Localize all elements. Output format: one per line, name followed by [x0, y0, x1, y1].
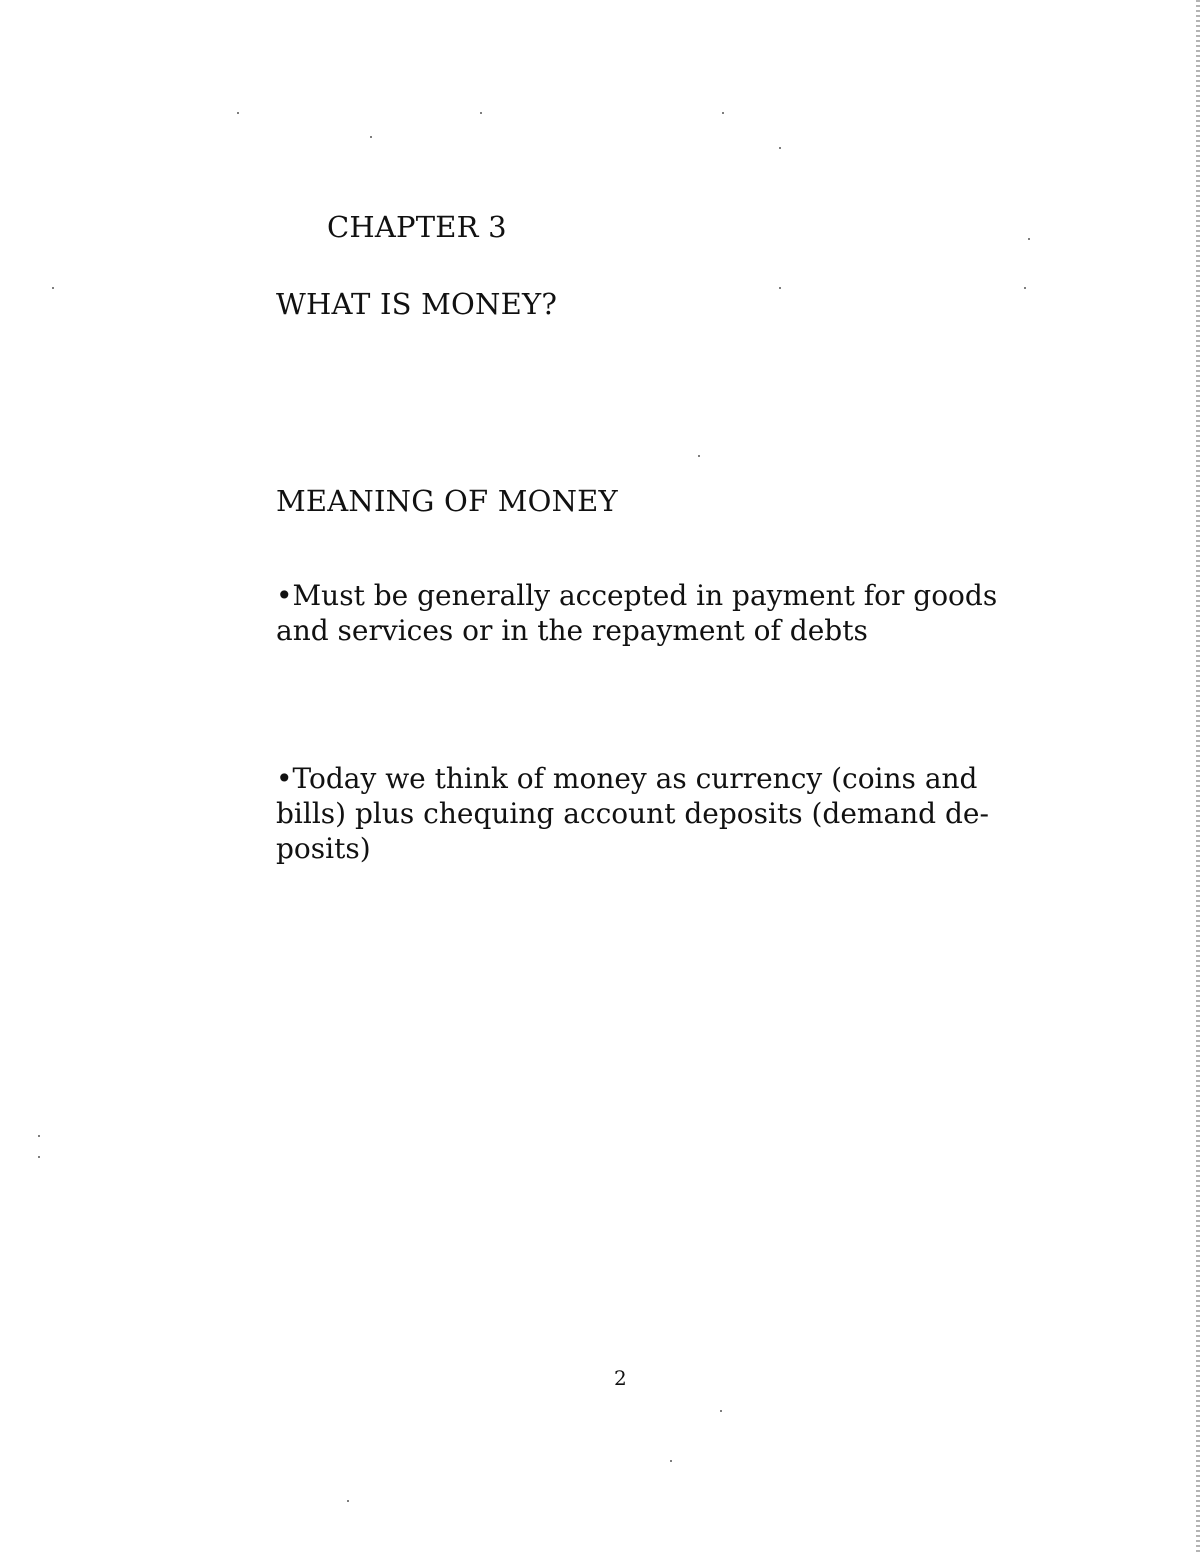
page-number: 2: [614, 1366, 627, 1390]
scan-speck: [38, 1156, 40, 1158]
bullet-line: •Today we think of money as currency (coins and: [276, 762, 978, 795]
scan-speck: [779, 147, 781, 149]
scan-speck: [370, 136, 372, 138]
scan-speck: [779, 287, 781, 289]
chapter-title: WHAT IS MONEY?: [276, 287, 558, 321]
scan-speck: [670, 1460, 672, 1462]
bullet-point: [276, 578, 1036, 648]
bullet-line: bills) plus chequing account deposits (demand de-: [276, 797, 989, 830]
bullet-line: and services or in the repayment of debts: [276, 614, 868, 647]
scan-speck: [480, 112, 482, 114]
chapter-label: CHAPTER 3: [327, 210, 507, 244]
scan-speck: [720, 1410, 722, 1412]
bullet-line: •Must be generally accepted in payment for goods: [276, 579, 998, 612]
scan-speck: [347, 1500, 349, 1502]
bullet-point: [276, 761, 1036, 866]
scan-speck: [237, 112, 239, 114]
scan-speck: [52, 287, 54, 289]
scan-speck: [38, 1135, 40, 1137]
scan-edge-artifact: [1196, 0, 1200, 1553]
section-heading: MEANING OF MONEY: [276, 484, 618, 518]
scan-speck: [1028, 238, 1030, 240]
scan-speck: [698, 455, 700, 457]
scan-speck: [1024, 287, 1026, 289]
bullet-line: posits): [276, 832, 371, 865]
scan-speck: [722, 112, 724, 114]
